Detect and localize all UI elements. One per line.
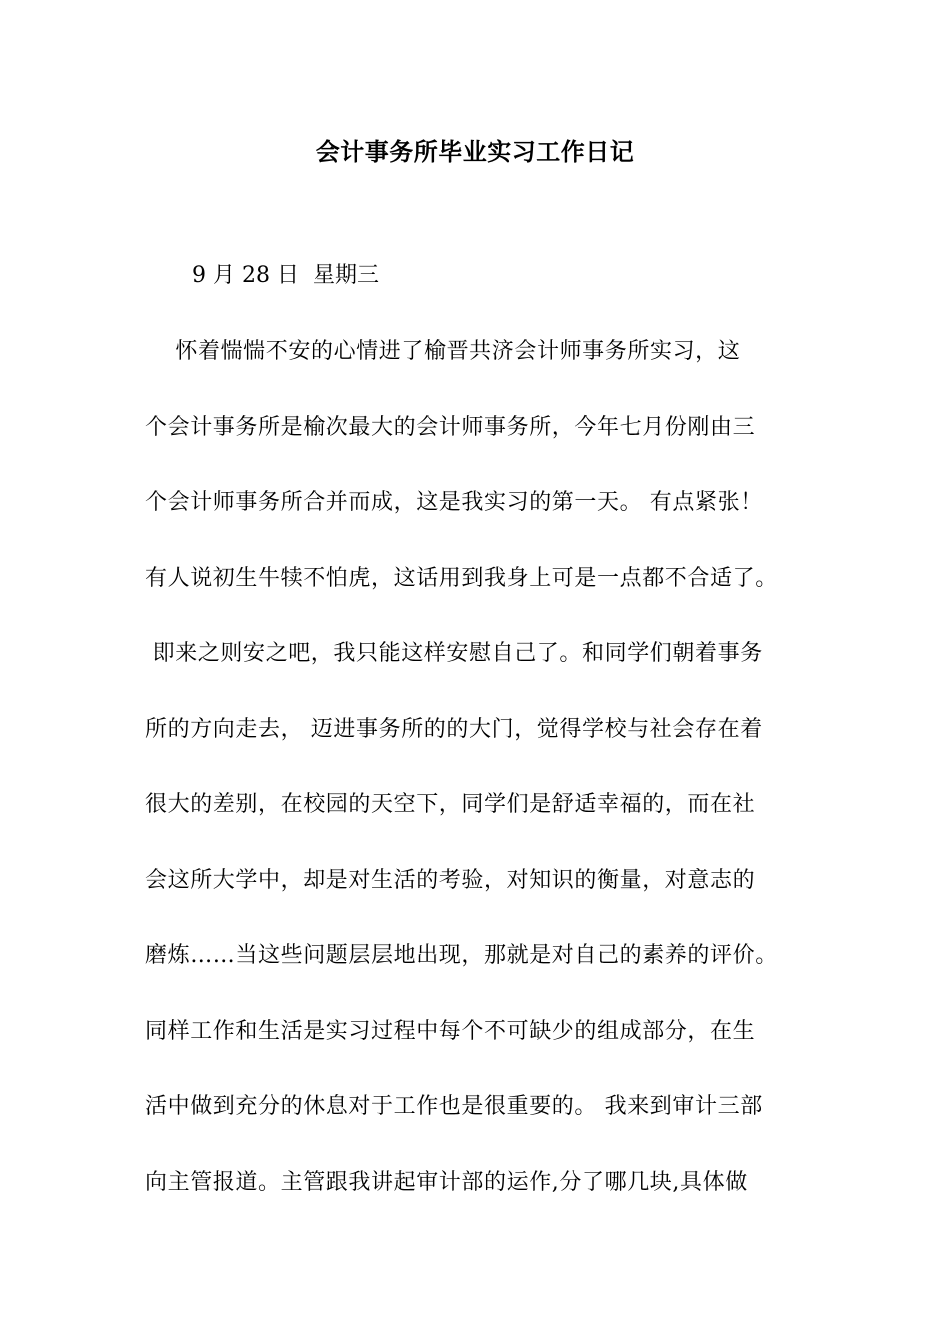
diary-body (145, 336, 825, 1242)
body-line: 有人说初生牛犊不怕虎，这话用到我身上可是一点都不合适了。 (145, 565, 778, 591)
diary-date: 9 月 28 日 星期三 (192, 263, 379, 288)
body-line: 即来之则安之吧，我只能这样安慰自己了。和同学们朝着事务 (145, 641, 763, 666)
body-line: 向主管报道。主管跟我讲起审计部的运作,分了哪几块,具体做 (145, 1169, 748, 1195)
body-line: 活中做到充分的休息对于工作也是很重要的。 我来到审计三部 (145, 1094, 763, 1119)
document-title: 会计事务所毕业实习工作日记 (315, 137, 635, 166)
body-line: 同样工作和生活是实习过程中每个不可缺少的组成部分，在生 (145, 1018, 756, 1044)
body-line: 个会计师事务所合并而成，这是我实习的第一天。 有点紧张！ (145, 490, 763, 515)
body-line: 个会计事务所是榆次最大的会计师事务所，今年七月份刚由三 (145, 414, 756, 440)
body-line: 会这所大学中，却是对生活的考验，对知识的衡量，对意志的 (145, 867, 756, 893)
body-line: 很大的差别，在校园的天空下，同学们是舒适幸福的，而在社 (145, 792, 756, 817)
body-line: 怀着惴惴不安的心情进了榆晋共济会计师事务所实习，这 (145, 339, 741, 364)
body-line: 磨炼……当这些问题层层地出现，那就是对自己的素养的评价。 (145, 943, 778, 968)
body-line: 所的方向走去， 迈进事务所的的大门，觉得学校与社会存在着 (145, 716, 763, 742)
